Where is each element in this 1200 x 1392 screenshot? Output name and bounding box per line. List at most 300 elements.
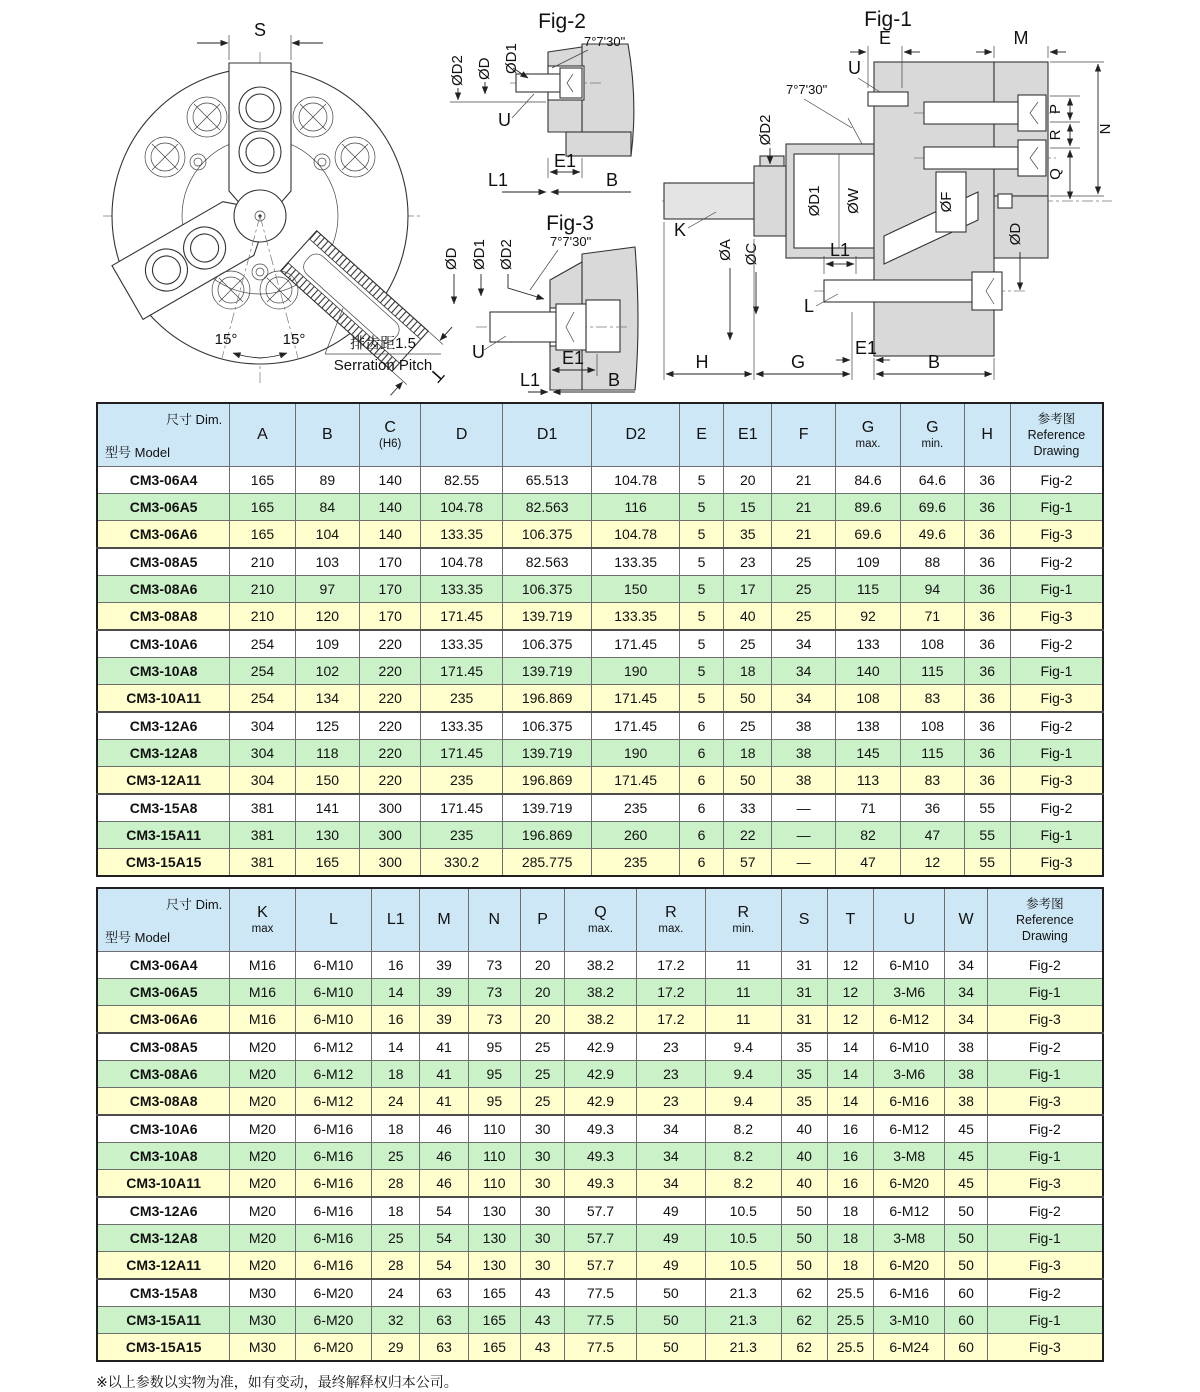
value-cell: 50 <box>724 685 772 713</box>
fig2-angle-label: 7°7'30" <box>584 34 626 49</box>
value-cell: 34 <box>772 658 835 685</box>
value-cell: 30 <box>520 1197 564 1225</box>
value-cell: 38 <box>945 1033 987 1061</box>
value-cell: 300 <box>360 822 421 849</box>
value-cell: 34 <box>772 630 835 658</box>
value-cell: 36 <box>964 767 1010 795</box>
value-cell: 63 <box>420 1307 468 1334</box>
value-cell: 24 <box>372 1279 420 1307</box>
value-cell: 14 <box>372 1033 420 1061</box>
value-cell: 62 <box>781 1334 827 1362</box>
value-cell: 6-M12 <box>295 1088 371 1116</box>
model-cell: CM3-15A11 <box>97 1307 230 1334</box>
value-cell: 38 <box>945 1088 987 1116</box>
value-cell: 300 <box>360 794 421 822</box>
model-cell: CM3-10A11 <box>97 685 230 713</box>
value-cell: 330.2 <box>421 849 502 877</box>
table-row <box>97 658 1103 685</box>
serration-pitch-label-cn: 排齿距1.5 <box>350 335 416 352</box>
value-cell: 57.7 <box>565 1197 636 1225</box>
table1-corner-cell <box>97 403 230 467</box>
value-cell: 45 <box>945 1170 987 1198</box>
column-header-4: N <box>468 888 520 952</box>
value-cell: 39 <box>420 952 468 979</box>
value-cell: 10.5 <box>706 1197 781 1225</box>
value-cell: 6-M10 <box>874 952 945 979</box>
fig2-d1-label: ØD1 <box>503 43 520 74</box>
value-cell: M20 <box>230 1088 295 1116</box>
value-cell: 210 <box>230 548 295 576</box>
fig3-e1-label: E1 <box>561 348 585 368</box>
value-cell: 108 <box>901 712 964 740</box>
value-cell: 254 <box>230 630 295 658</box>
value-cell: 120 <box>295 603 359 631</box>
model-cell: CM3-10A8 <box>97 658 230 685</box>
value-cell: 171.45 <box>592 767 680 795</box>
value-cell: 82 <box>835 822 900 849</box>
spec-tables <box>96 402 1104 1362</box>
value-cell: 6 <box>679 712 723 740</box>
value-cell: 57.7 <box>565 1225 636 1252</box>
table-row <box>97 576 1103 603</box>
value-cell: Fig-1 <box>987 1143 1103 1170</box>
value-cell: 134 <box>295 685 359 713</box>
model-cell: CM3-10A8 <box>97 1143 230 1170</box>
value-cell: 50 <box>945 1252 987 1280</box>
value-cell: Fig-3 <box>1010 685 1103 713</box>
value-cell: 115 <box>901 658 964 685</box>
value-cell: 32 <box>372 1307 420 1334</box>
value-cell: 71 <box>901 603 964 631</box>
table-row <box>97 1197 1103 1225</box>
value-cell: M20 <box>230 1252 295 1280</box>
value-cell: 50 <box>945 1197 987 1225</box>
fig1-n-label: N <box>1097 123 1114 135</box>
value-cell: 11 <box>706 952 781 979</box>
value-cell: 49.3 <box>565 1143 636 1170</box>
value-cell: 57.7 <box>565 1252 636 1280</box>
value-cell: 102 <box>295 658 359 685</box>
column-header-8: F <box>772 403 835 467</box>
value-cell: M30 <box>230 1279 295 1307</box>
value-cell: 17.2 <box>636 979 705 1006</box>
column-header-5: P <box>520 888 564 952</box>
value-cell: 381 <box>230 849 295 877</box>
value-cell: 45 <box>945 1143 987 1170</box>
value-cell: 141 <box>295 794 359 822</box>
value-cell: 5 <box>679 603 723 631</box>
column-header-1: L <box>295 888 371 952</box>
value-cell: 50 <box>781 1197 827 1225</box>
value-cell: 35 <box>781 1088 827 1116</box>
value-cell: 50 <box>636 1279 705 1307</box>
value-cell: Fig-2 <box>987 1279 1103 1307</box>
value-cell: 14 <box>827 1033 873 1061</box>
value-cell: 5 <box>679 467 723 494</box>
model-cell: CM3-08A8 <box>97 1088 230 1116</box>
value-cell: 165 <box>230 494 295 521</box>
value-cell: 94 <box>901 576 964 603</box>
value-cell: 8.2 <box>706 1143 781 1170</box>
value-cell: 16 <box>827 1170 873 1198</box>
value-cell: 133.35 <box>421 630 502 658</box>
model-cell: CM3-15A8 <box>97 794 230 822</box>
fig3-d-label: ØD <box>443 247 460 270</box>
value-cell: Fig-2 <box>1010 712 1103 740</box>
value-cell: 6-M10 <box>874 1033 945 1061</box>
column-header-12: 参考图 Reference Drawing <box>1010 403 1103 467</box>
value-cell: 34 <box>945 979 987 1006</box>
value-cell: Fig-3 <box>987 1170 1103 1198</box>
value-cell: 50 <box>636 1334 705 1362</box>
value-cell: 139.719 <box>502 658 592 685</box>
value-cell: Fig-3 <box>987 1088 1103 1116</box>
value-cell: 77.5 <box>565 1307 636 1334</box>
value-cell: 95 <box>468 1088 520 1116</box>
value-cell: 25 <box>772 603 835 631</box>
value-cell: 165 <box>230 521 295 549</box>
value-cell: 50 <box>945 1225 987 1252</box>
value-cell: 20 <box>724 467 772 494</box>
fig1-f-label: ØF <box>938 191 955 213</box>
column-header-3: D <box>421 403 502 467</box>
value-cell: M30 <box>230 1334 295 1362</box>
value-cell: 140 <box>360 521 421 549</box>
fig1-angle-label: 7°7'30" <box>786 82 828 97</box>
value-cell: 82.563 <box>502 494 592 521</box>
value-cell: 104.78 <box>592 521 680 549</box>
value-cell: 47 <box>835 849 900 877</box>
model-cell: CM3-06A6 <box>97 1006 230 1034</box>
corner-model-label: 型号 Model <box>105 445 171 460</box>
value-cell: 16 <box>827 1115 873 1143</box>
value-cell: 84.6 <box>835 467 900 494</box>
value-cell: 31 <box>781 952 827 979</box>
value-cell: 6 <box>679 849 723 877</box>
value-cell: 40 <box>781 1115 827 1143</box>
value-cell: 5 <box>679 494 723 521</box>
value-cell: 220 <box>360 740 421 767</box>
value-cell: 165 <box>468 1334 520 1362</box>
value-cell: 17.2 <box>636 1006 705 1034</box>
value-cell: 36 <box>964 548 1010 576</box>
fig1-m-label: M <box>1013 28 1029 48</box>
value-cell: 21 <box>772 467 835 494</box>
angle-label-right: 15° <box>282 331 306 348</box>
table-row <box>97 1225 1103 1252</box>
value-cell: 83 <box>901 685 964 713</box>
value-cell: 36 <box>964 658 1010 685</box>
value-cell: 139.719 <box>502 794 592 822</box>
footnote: ※以上参数以实物为准，如有变动，最终解释权归本公司。 <box>96 1374 458 1390</box>
value-cell: M16 <box>230 1006 295 1034</box>
value-cell: 6-M16 <box>295 1170 371 1198</box>
value-cell: 103 <box>295 548 359 576</box>
fig1-b-label: B <box>927 352 941 372</box>
value-cell: 12 <box>827 979 873 1006</box>
value-cell: 210 <box>230 576 295 603</box>
value-cell: 14 <box>372 979 420 1006</box>
value-cell: 171.45 <box>421 794 502 822</box>
fig3-drawing <box>432 202 657 396</box>
value-cell: 49 <box>636 1252 705 1280</box>
value-cell: Fig-1 <box>987 979 1103 1006</box>
value-cell: 130 <box>468 1252 520 1280</box>
table-row <box>97 467 1103 494</box>
value-cell: 36 <box>964 521 1010 549</box>
value-cell: Fig-3 <box>987 1334 1103 1362</box>
value-cell: Fig-3 <box>1010 849 1103 877</box>
value-cell: 6-M16 <box>295 1143 371 1170</box>
table-row <box>97 1033 1103 1061</box>
value-cell: 92 <box>835 603 900 631</box>
value-cell: 30 <box>520 1252 564 1280</box>
value-cell: 10.5 <box>706 1252 781 1280</box>
value-cell: 5 <box>679 630 723 658</box>
value-cell: 106.375 <box>502 712 592 740</box>
value-cell: 69.6 <box>835 521 900 549</box>
value-cell: 28 <box>372 1252 420 1280</box>
value-cell: 40 <box>781 1170 827 1198</box>
value-cell: 38 <box>945 1061 987 1088</box>
value-cell: 36 <box>964 630 1010 658</box>
value-cell: Fig-2 <box>987 1197 1103 1225</box>
value-cell: 8.2 <box>706 1170 781 1198</box>
fig1-e1-label: E1 <box>854 338 878 358</box>
table-row <box>97 1006 1103 1034</box>
value-cell: 95 <box>468 1061 520 1088</box>
value-cell: 31 <box>781 1006 827 1034</box>
fig2-drawing <box>432 6 657 198</box>
value-cell: 41 <box>420 1061 468 1088</box>
table2-header-row <box>97 888 1103 952</box>
value-cell: 3-M6 <box>874 1061 945 1088</box>
value-cell: 8.2 <box>706 1115 781 1143</box>
value-cell: 49 <box>636 1225 705 1252</box>
value-cell: 47 <box>901 822 964 849</box>
column-header-11: U <box>874 888 945 952</box>
value-cell: 171.45 <box>421 658 502 685</box>
value-cell: Fig-1 <box>1010 576 1103 603</box>
value-cell: 43 <box>520 1334 564 1362</box>
value-cell: 18 <box>372 1197 420 1225</box>
value-cell: 63 <box>420 1334 468 1362</box>
value-cell: 139.719 <box>502 603 592 631</box>
value-cell: 116 <box>592 494 680 521</box>
value-cell: 6-M20 <box>874 1252 945 1280</box>
fig1-q-label: Q <box>1047 168 1064 180</box>
value-cell: 220 <box>360 712 421 740</box>
value-cell: 6-M16 <box>295 1252 371 1280</box>
value-cell: 12 <box>827 952 873 979</box>
value-cell: 10.5 <box>706 1225 781 1252</box>
value-cell: 35 <box>781 1061 827 1088</box>
value-cell: 25.5 <box>827 1307 873 1334</box>
column-header-1: B <box>295 403 359 467</box>
value-cell: 55 <box>964 849 1010 877</box>
fig2-d2-label: ØD2 <box>449 55 466 86</box>
model-cell: CM3-12A8 <box>97 1225 230 1252</box>
model-cell: CM3-10A6 <box>97 630 230 658</box>
value-cell: 34 <box>945 1006 987 1034</box>
fig3-b-label: B <box>608 370 621 390</box>
value-cell: 55 <box>964 794 1010 822</box>
value-cell: 133.35 <box>592 548 680 576</box>
value-cell: M30 <box>230 1307 295 1334</box>
fig1-title: Fig-1 <box>864 8 912 31</box>
fig1-g-label: G <box>790 352 806 372</box>
value-cell: 6-M16 <box>295 1225 371 1252</box>
column-header-13: 参考图 Reference Drawing <box>987 888 1103 952</box>
value-cell: 73 <box>468 952 520 979</box>
value-cell: 30 <box>520 1143 564 1170</box>
value-cell: 6 <box>679 794 723 822</box>
model-cell: CM3-06A4 <box>97 952 230 979</box>
value-cell: 104.78 <box>421 548 502 576</box>
value-cell: 30 <box>520 1115 564 1143</box>
fig3-title: Fig-3 <box>546 212 594 235</box>
fig1-c-label: ØC <box>743 242 760 266</box>
value-cell: 71 <box>835 794 900 822</box>
value-cell: 5 <box>679 521 723 549</box>
model-cell: CM3-12A6 <box>97 1197 230 1225</box>
value-cell: 55 <box>964 822 1010 849</box>
value-cell: 6-M10 <box>295 979 371 1006</box>
value-cell: 40 <box>781 1143 827 1170</box>
value-cell: 46 <box>420 1170 468 1198</box>
fig1-e-label: E <box>878 28 892 48</box>
value-cell: 45 <box>945 1115 987 1143</box>
column-header-9: G max. <box>835 403 900 467</box>
value-cell: 139.719 <box>502 740 592 767</box>
value-cell: 25 <box>520 1088 564 1116</box>
fig1-u-label: U <box>848 58 861 78</box>
value-cell: 133.35 <box>421 712 502 740</box>
column-header-10: T <box>827 888 873 952</box>
fig2-e1-label: E1 <box>553 151 577 171</box>
value-cell: 106.375 <box>502 576 592 603</box>
fig2-b-label: B <box>606 170 619 190</box>
value-cell: 18 <box>372 1061 420 1088</box>
column-header-9: S <box>781 888 827 952</box>
value-cell: M20 <box>230 1115 295 1143</box>
value-cell: 133.35 <box>421 576 502 603</box>
table-row <box>97 952 1103 979</box>
value-cell: Fig-3 <box>1010 603 1103 631</box>
value-cell: Fig-2 <box>987 952 1103 979</box>
value-cell: 50 <box>724 767 772 795</box>
table-row <box>97 494 1103 521</box>
table2-corner-cell <box>97 888 230 952</box>
column-header-3: M <box>420 888 468 952</box>
value-cell: 235 <box>592 794 680 822</box>
value-cell: 42.9 <box>565 1061 636 1088</box>
model-cell: CM3-06A5 <box>97 494 230 521</box>
value-cell: Fig-1 <box>987 1307 1103 1334</box>
corner-dim-label: 尺寸 Dim. <box>165 897 223 912</box>
value-cell: 60 <box>945 1307 987 1334</box>
serration-pitch-label-en: Serration Pitch <box>333 357 433 374</box>
value-cell: 15 <box>724 494 772 521</box>
value-cell: 104 <box>295 521 359 549</box>
value-cell: M20 <box>230 1197 295 1225</box>
value-cell: Fig-1 <box>1010 658 1103 685</box>
table-row <box>97 822 1103 849</box>
value-cell: 6-M16 <box>295 1197 371 1225</box>
value-cell: 30 <box>520 1170 564 1198</box>
value-cell: 220 <box>360 658 421 685</box>
value-cell: 34 <box>636 1143 705 1170</box>
value-cell: 60 <box>945 1334 987 1362</box>
table-row <box>97 1143 1103 1170</box>
value-cell: 150 <box>592 576 680 603</box>
value-cell: 25 <box>724 630 772 658</box>
fig3-l1-label: L1 <box>520 370 541 390</box>
value-cell: 28 <box>372 1170 420 1198</box>
model-cell: CM3-08A6 <box>97 576 230 603</box>
value-cell: 165 <box>468 1279 520 1307</box>
value-cell: 9.4 <box>706 1088 781 1116</box>
value-cell: 39 <box>420 979 468 1006</box>
value-cell: 18 <box>827 1252 873 1280</box>
table-row <box>97 1307 1103 1334</box>
value-cell: 34 <box>636 1170 705 1198</box>
model-cell: CM3-15A15 <box>97 1334 230 1362</box>
table1-header-row <box>97 403 1103 467</box>
value-cell: 14 <box>827 1061 873 1088</box>
fig1-r-label: R <box>1047 129 1064 141</box>
fig1-k-label: K <box>674 220 687 240</box>
value-cell: 145 <box>835 740 900 767</box>
value-cell: 89.6 <box>835 494 900 521</box>
value-cell: 6-M24 <box>874 1334 945 1362</box>
value-cell: 36 <box>964 685 1010 713</box>
value-cell: 17.2 <box>636 952 705 979</box>
model-cell: CM3-06A5 <box>97 979 230 1006</box>
table-row <box>97 794 1103 822</box>
value-cell: 54 <box>420 1225 468 1252</box>
fig1-h-label: H <box>695 352 709 372</box>
value-cell: 220 <box>360 767 421 795</box>
dimension-table-1 <box>96 402 1104 877</box>
value-cell: 49 <box>636 1197 705 1225</box>
value-cell: 39 <box>420 1006 468 1034</box>
model-cell: CM3-15A8 <box>97 1279 230 1307</box>
value-cell: 83 <box>901 767 964 795</box>
value-cell: 133 <box>835 630 900 658</box>
value-cell: 84 <box>295 494 359 521</box>
fig2-title: Fig-2 <box>538 10 586 33</box>
table-row <box>97 979 1103 1006</box>
value-cell: 25 <box>772 576 835 603</box>
value-cell: 3-M8 <box>874 1225 945 1252</box>
value-cell: 3-M6 <box>874 979 945 1006</box>
value-cell: 6-M20 <box>295 1279 371 1307</box>
value-cell: 38.2 <box>565 979 636 1006</box>
model-cell: CM3-12A11 <box>97 767 230 795</box>
value-cell: Fig-3 <box>1010 521 1103 549</box>
value-cell: 104.78 <box>592 467 680 494</box>
table-row <box>97 1061 1103 1088</box>
value-cell: 170 <box>360 576 421 603</box>
table-row <box>97 521 1103 549</box>
value-cell: 25 <box>724 712 772 740</box>
column-header-7: E1 <box>724 403 772 467</box>
value-cell: M20 <box>230 1033 295 1061</box>
corner-model-label: 型号 Model <box>105 930 171 945</box>
value-cell: 62 <box>781 1307 827 1334</box>
value-cell: 196.869 <box>502 685 592 713</box>
